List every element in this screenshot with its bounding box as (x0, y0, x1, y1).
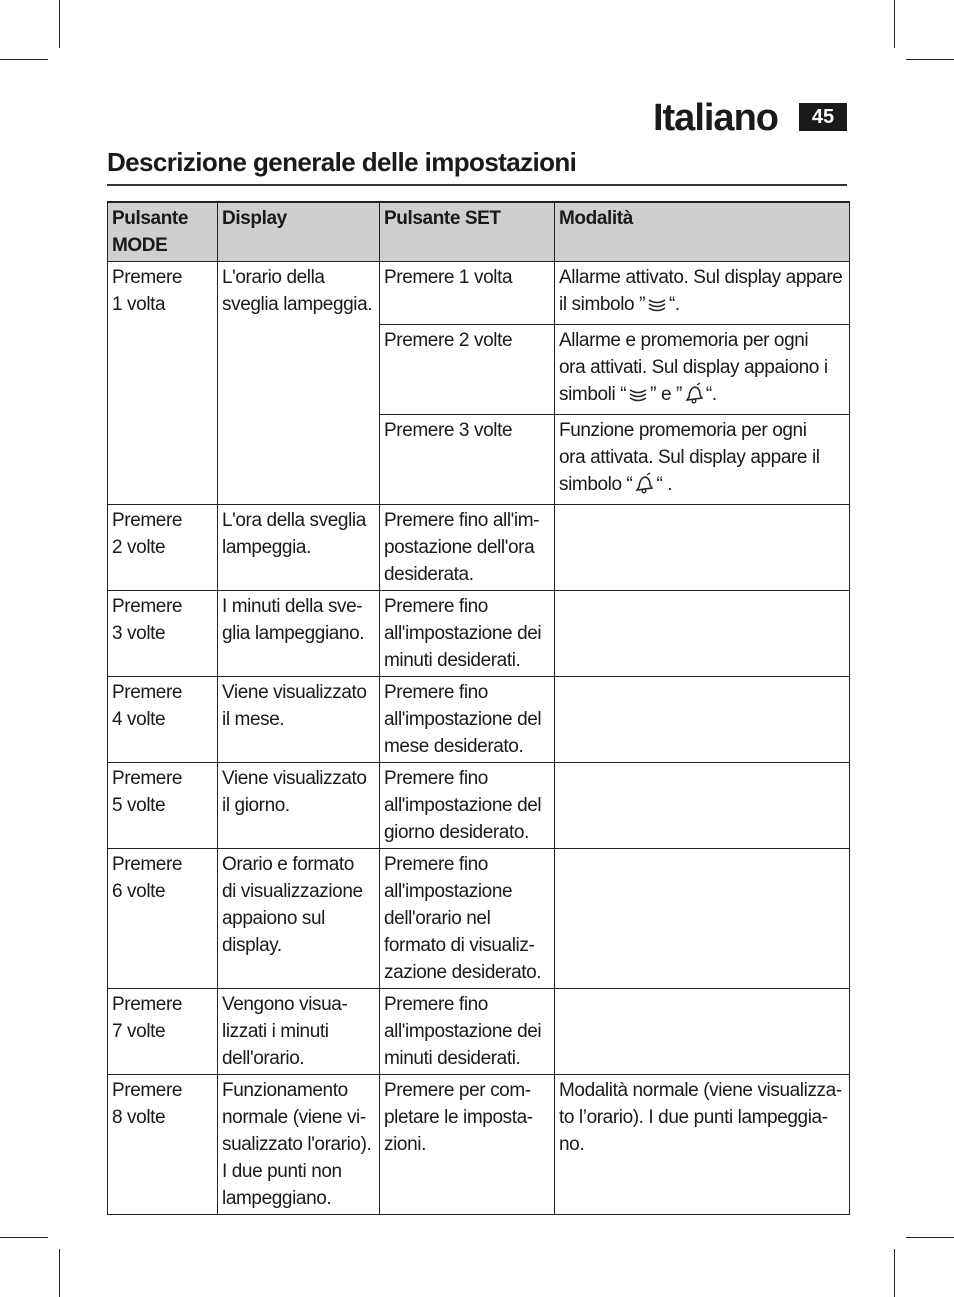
cell-set: Premere fino all'impostazione dei minuti desiderati. (380, 591, 555, 677)
cell-modalita (555, 763, 850, 849)
cell-display: I minuti della sve- glia lampeggiano. (218, 591, 380, 677)
cell-display: L'ora della sveglia lampeggia. (218, 505, 380, 591)
crop-mark (906, 59, 954, 60)
cell-modalita (555, 849, 850, 989)
cell-mode: Premere 7 volte (108, 989, 218, 1075)
language-heading: Italiano (652, 97, 778, 139)
table-row (108, 1075, 850, 1215)
cell-mode: Premere 3 volte (108, 591, 218, 677)
cell-mode: Premere 4 volte (108, 677, 218, 763)
title-rule (107, 184, 847, 186)
crop-mark (59, 0, 60, 48)
cell-display: Funzionamento normale (viene vi- sualizzato l'orario). I due punti non lampeggiano. (218, 1075, 380, 1215)
cell-modalita: Allarme e promemoria per ogni ora attivati. Sul display appaiono i simboli “ ” e ” “. (555, 325, 850, 415)
crop-mark (0, 1237, 48, 1238)
cell-set: Premere 2 volte (380, 325, 555, 415)
cell-modalita: Allarme attivato. Sul display appare il simbolo ” “. (555, 262, 850, 325)
bell-icon (683, 382, 705, 412)
crop-mark (906, 1237, 954, 1238)
cell-mode: Premere 6 volte (108, 849, 218, 989)
section-title: Descrizione generale delle impostazioni (107, 147, 577, 177)
cell-set: Premere per com- pletare le imposta- zioni. (380, 1075, 555, 1215)
crop-mark (894, 0, 895, 48)
cell-mode: Premere 5 volte (108, 763, 218, 849)
table-row (108, 262, 850, 325)
cell-display: L'orario della sveglia lampeggia. (218, 262, 380, 505)
cell-modalita (555, 677, 850, 763)
cell-display: Viene visualizzato il giorno. (218, 763, 380, 849)
table-row (108, 677, 850, 763)
cell-set: Premere fino all'impostazione dell'orario nel formato di visualiz- zazione desiderato. (380, 849, 555, 989)
cell-set: Premere fino all'impostazione del mese desiderato. (380, 677, 555, 763)
header-modalita: Modalità (555, 202, 850, 262)
header-mode: Pulsante MODE (108, 202, 218, 262)
table-row (108, 989, 850, 1075)
cell-set: Premere 1 volta (380, 262, 555, 325)
cell-display: Viene visualizzato il mese. (218, 677, 380, 763)
cell-set: Premere fino all'impostazione dei minuti desiderati. (380, 989, 555, 1075)
cell-modalita: Modalità normale (viene visualizza- to l’orario). I due punti lampeggia- no. (555, 1075, 850, 1215)
crop-mark (894, 1249, 895, 1297)
cell-modalita: Funzione promemoria per ogni ora attivata. Sul display appare il simbolo “ “ . (555, 415, 850, 505)
cell-modalita (555, 989, 850, 1075)
table-row (108, 849, 850, 989)
cell-mode: Premere 8 volte (108, 1075, 218, 1215)
header-set: Pulsante SET (380, 202, 555, 262)
cell-set: Premere fino all'im- postazione dell'ora desiderata. (380, 505, 555, 591)
table-header-row (108, 202, 850, 262)
bell-icon (633, 472, 655, 502)
table-row (108, 591, 850, 677)
cell-mode: Premere 2 volte (108, 505, 218, 591)
table-row (108, 505, 850, 591)
crop-mark (59, 1249, 60, 1297)
cell-set: Premere 3 volte (380, 415, 555, 505)
table-row (108, 763, 850, 849)
header-display: Display (218, 202, 380, 262)
page-number: 45 (799, 103, 847, 131)
cell-display: Vengono visua- lizzati i minuti dell'orario. (218, 989, 380, 1075)
crop-mark (0, 59, 48, 60)
cell-set: Premere fino all'impostazione del giorno desiderato. (380, 763, 555, 849)
cell-modalita (555, 591, 850, 677)
alarm-waves-icon (646, 294, 668, 322)
alarm-waves-icon (627, 384, 649, 412)
cell-mode: Premere 1 volta (108, 262, 218, 505)
settings-table (107, 201, 850, 1215)
cell-modalita (555, 505, 850, 591)
cell-display: Orario e formato di visualizzazione appaiono sul display. (218, 849, 380, 989)
